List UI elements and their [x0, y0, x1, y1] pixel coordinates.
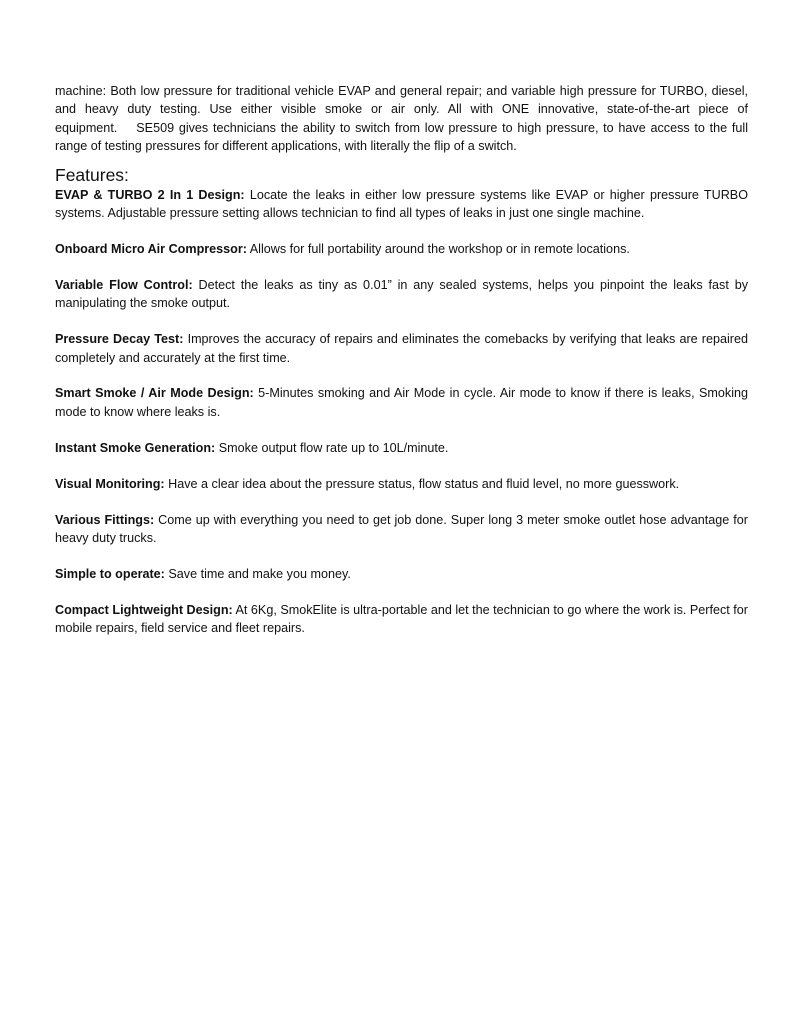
feature-various-fittings — [55, 511, 748, 548]
feature-compact-design — [55, 601, 748, 638]
feature-term: Instant Smoke Generation: — [55, 440, 216, 455]
feature-description: Detect the leaks as tiny as 0.01” in any sealed systems, helps you pinpoint the leaks fast by manipulating the smoke output. — [55, 277, 748, 311]
feature-description: 5-Minutes smoking and Air Mode in cycle. Air mode to know if there is leaks, Smoking mode to know where leaks is. — [55, 386, 749, 419]
feature-description: Come up with everything you need to get job done. Super long 3 meter smoke outlet hose advantage for heavy duty trucks. — [55, 512, 748, 545]
feature-variable-flow — [55, 276, 748, 313]
features-heading: Features: — [55, 164, 129, 185]
feature-term: Compact Lightweight Design: — [55, 602, 233, 617]
feature-term: Smart Smoke / Air Mode Design: — [55, 386, 254, 401]
features-list — [55, 186, 748, 638]
feature-description: Allows for full portability around the workshop or in remote locations. — [246, 241, 630, 256]
feature-term: Onboard Micro Air Compressor: — [55, 241, 247, 256]
feature-instant-smoke — [55, 439, 748, 457]
feature-term: Pressure Decay Test: — [55, 332, 184, 347]
feature-description: Improves the accuracy of repairs and eliminates the comebacks by verifying that leaks are repaired completely and accurately at the first time. — [55, 332, 748, 365]
feature-term: Simple to operate: — [55, 566, 165, 581]
feature-description: Have a clear idea about the pressure status, flow status and fluid level, no more guesswork. — [164, 476, 680, 491]
intro-paragraph: machine: Both low pressure for traditional vehicle EVAP and general repair; and variable high pressure for TURBO, diesel, and heavy duty testing. Use either visible smoke or air only. All with ONE innovative, state-of-the-art piece of equipment. SE509 gives technicians the ability to switch from low pressure to high pressure, to have access to the full range of testing pressures for different applications, with literally the flip of a switch. — [55, 84, 748, 154]
feature-term: Variable Flow Control: — [55, 277, 193, 292]
feature-smart-mode — [55, 384, 748, 421]
feature-description: Smoke output flow rate up to 10L/minute. — [215, 440, 449, 455]
feature-term: EVAP & TURBO 2 In 1 Design: — [55, 187, 245, 202]
document-page — [55, 82, 748, 655]
feature-evap-turbo — [55, 186, 748, 223]
feature-pressure-decay — [55, 330, 748, 367]
feature-description: At 6Kg, SmokElite is ultra-portable and let the technician to go where the work is. Perfect for mobile repairs, field service and fleet repairs. — [55, 602, 748, 636]
feature-term: Various Fittings: — [55, 512, 155, 527]
feature-visual-monitoring — [55, 475, 748, 493]
feature-description: Locate the leaks in either low pressure systems like EVAP or higher pressure TURBO systems. Adjustable pressure setting allows technician to find all types of leaks in just one single machine. — [55, 187, 748, 221]
feature-simple-operate — [55, 565, 748, 583]
feature-air-compressor — [55, 240, 748, 258]
feature-term: Visual Monitoring: — [55, 476, 165, 491]
feature-description: Save time and make you money. — [164, 566, 351, 581]
